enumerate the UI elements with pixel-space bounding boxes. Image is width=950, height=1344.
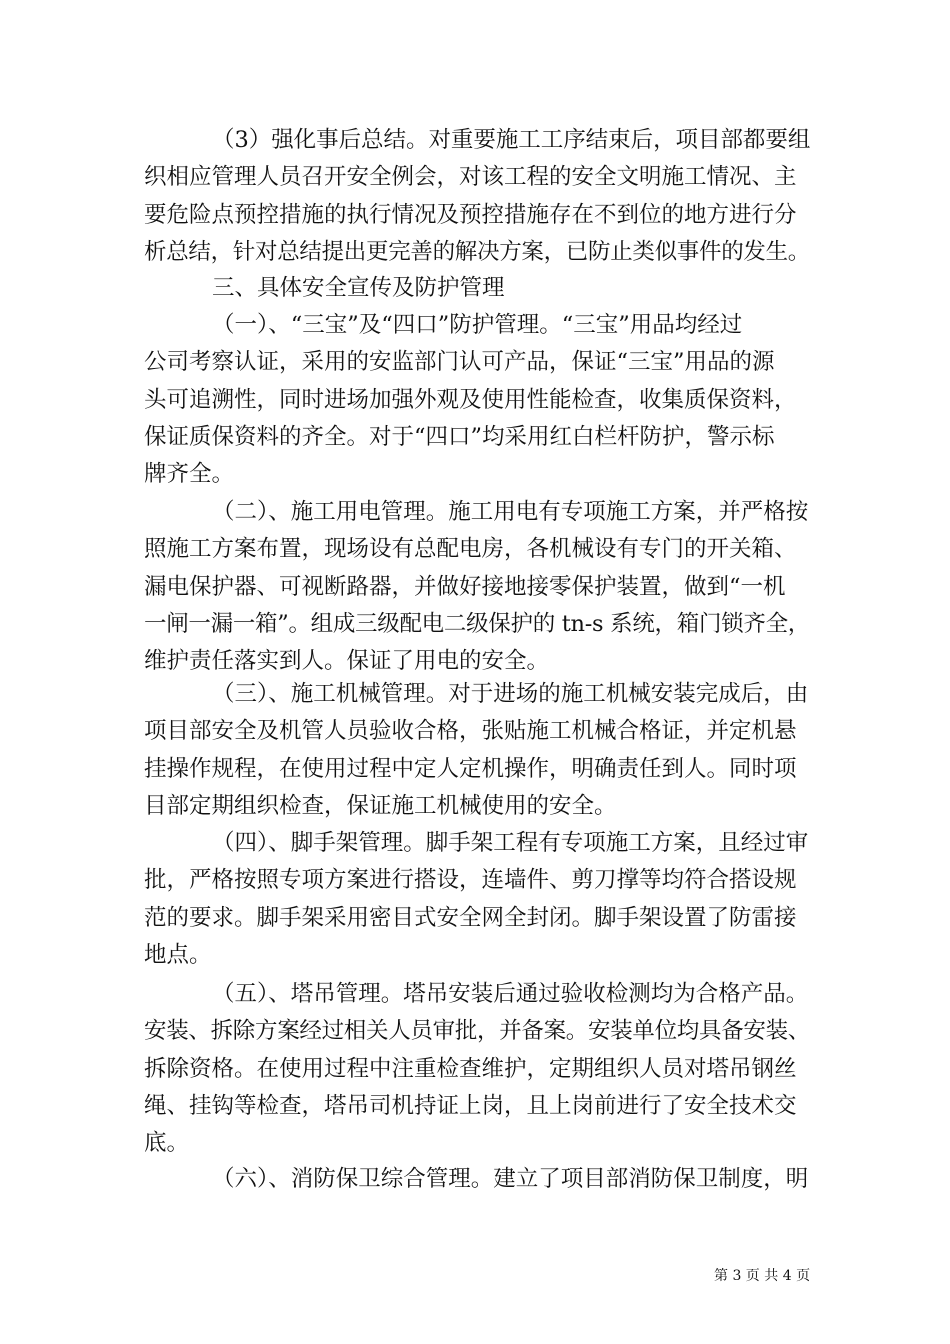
text-line: 要危险点预控措施的执行情况及预控措施存在不到位的地方进行分 (144, 201, 797, 228)
text-line: 公司考察认证，采用的安监部门认可产品，保证“三宝”用品的源 (144, 349, 775, 376)
text-line: （三）、施工机械管理。对于进场的施工机械安装完成后，由 (212, 681, 809, 707)
text-line: 批，严格按照专项方案进行搭设，连墙件、剪刀撑等均符合搭设规 (144, 867, 797, 894)
text-line: （六）、消防保卫综合管理。建立了项目部消防保卫制度，明 (212, 1166, 809, 1192)
text-line: 维护责任落实到人。保证了用电的安全。 (144, 648, 550, 675)
text-line: 挂操作规程，在使用过程中定人定机操作，明确责任到人。同时项 (144, 755, 797, 782)
text-line: 三、具体安全宣传及防护管理 (212, 275, 505, 301)
text-line: 牌齐全。 (144, 461, 235, 488)
text-line: 绳、挂钩等检查，塔吊司机持证上岗，且上岗前进行了安全技术交 (144, 1092, 797, 1119)
text-line: 项目部安全及机管人员验收合格，张贴施工机械合格证，并定机悬 (144, 718, 797, 745)
text-line: 析总结，针对总结提出更完善的解决方案，已防止类似事件的发生。 (144, 238, 811, 265)
text-line: （五）、塔吊管理。塔吊安装后通过验收检测均为合格产品。 (212, 981, 809, 1007)
text-line: 底。 (144, 1130, 190, 1157)
text-line: （四）、脚手架管理。脚手架工程有专项施工方案，且经过审 (212, 830, 809, 856)
text-line: 范的要求。脚手架采用密目式安全网全封闭。脚手架设置了防雷接 (144, 904, 797, 931)
text-line: 安装、拆除方案经过相关人员审批，并备案。安装单位均具备安装、 (144, 1018, 811, 1045)
text-line: （二）、施工用电管理。施工用电有专项施工方案，并严格按 (212, 499, 809, 525)
text-line: 地点。 (144, 941, 212, 968)
text-line: 保证质保资料的齐全。对于“四口”均采用红白栏杆防护，警示标 (144, 423, 775, 450)
text-line: 织相应管理人员召开安全例会，对该工程的安全文明施工情况、主 (144, 164, 797, 191)
text-line: 头可追溯性，同时进场加强外观及使用性能检查，收集质保资料， (144, 386, 797, 413)
text-line: 照施工方案布置，现场设有总配电房，各机械设有专门的开关箱、 (144, 536, 797, 563)
text-line: 目部定期组织检查，保证施工机械使用的安全。 (144, 792, 617, 819)
text-line: 漏电保护器、可视断路器，并做好接地接零保护装置，做到“一机 (144, 573, 786, 600)
text-line: 拆除资格。在使用过程中注重检查维护，定期组织人员对塔吊钢丝 (144, 1055, 797, 1082)
text-line: （3）强化事后总结。对重要施工工序结束后，项目部都要组 (212, 127, 811, 153)
page-number-footer: 第 3 页 共 4 页 (714, 1268, 811, 1284)
text-line: （一）、“三宝”及“四口”防护管理。“三宝”用品均经过 (212, 312, 743, 338)
text-line: 一闸一漏一箱”。组成三级配电二级保护的 tn-s 系统，箱门锁齐全， (144, 610, 810, 637)
